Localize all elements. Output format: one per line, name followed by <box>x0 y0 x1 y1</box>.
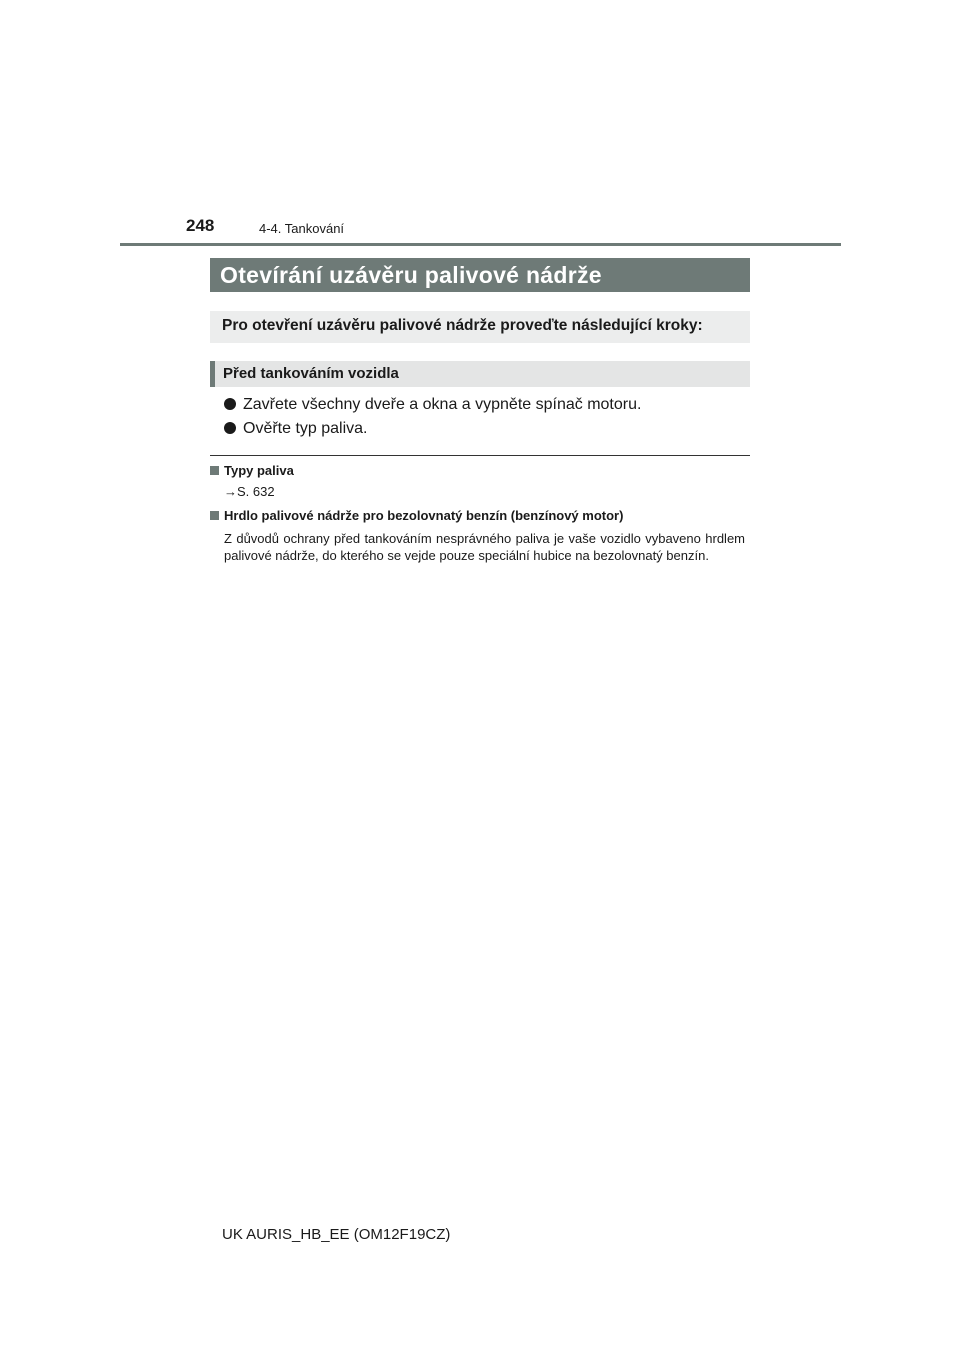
square-bullet-icon <box>210 466 219 475</box>
bullet-text: Zavřete všechny dveře a okna a vypněte spínač motoru. <box>243 396 642 413</box>
footer-model-code: UK AURIS_HB_EE (OM12F19CZ) <box>222 1226 451 1243</box>
bullet-dot-icon <box>224 422 236 434</box>
intro-text: Pro otevření uzávěru palivové nádrže proveďte následující kroky: <box>222 317 703 334</box>
note-heading-text: Typy paliva <box>224 463 294 478</box>
page-number: 248 <box>186 216 215 235</box>
title-bar <box>210 258 750 292</box>
header-rule <box>120 243 841 246</box>
note-heading <box>210 508 623 523</box>
page-title: Otevírání uzávěru palivové nádrže <box>220 262 602 288</box>
subheading-bar <box>210 361 750 387</box>
bullet-dot-icon <box>224 398 236 410</box>
bullet-item <box>224 396 641 414</box>
bullet-text: Ověřte typ paliva. <box>243 420 368 437</box>
intro-box <box>210 311 750 343</box>
section-label: 4-4. Tankování <box>259 221 345 236</box>
bullet-item <box>224 420 368 438</box>
square-bullet-icon <box>210 511 219 520</box>
note-reference: →S. 632 <box>224 484 275 499</box>
subheading-text: Před tankováním vozidla <box>223 365 399 382</box>
subheading-accent <box>210 361 215 387</box>
note-body: Z důvodů ochrany před tankováním nesprávného paliva je vaše vozidlo vybaveno hrdlem palivové nádrže, do kterého se vejde pouze speciální hubice na bezolovnatý benzín. <box>224 531 745 563</box>
content-rule <box>210 455 750 456</box>
note-heading-text: Hrdlo palivové nádrže pro bezolovnatý benzín (benzínový motor) <box>224 508 624 523</box>
note-heading <box>210 463 294 478</box>
